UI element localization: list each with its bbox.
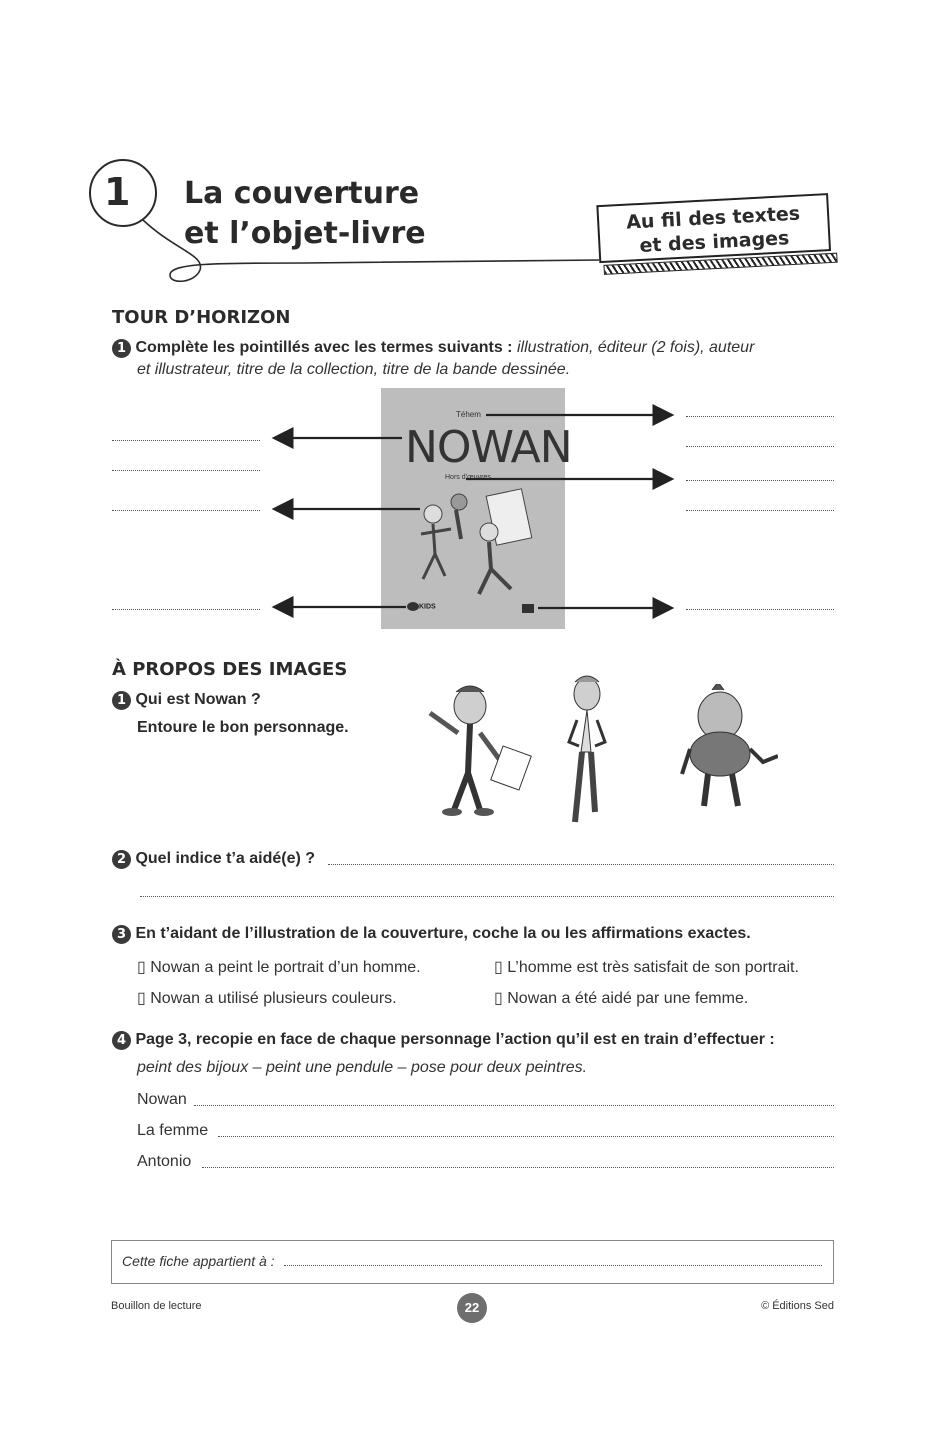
images-question-2 (112, 850, 315, 869)
cover-collection: Hors d’œuvres (445, 474, 491, 481)
answer-line-left-2[interactable] (112, 470, 260, 471)
character-label-femme: La femme (137, 1122, 209, 1139)
question-text: Complète les pointillés avec les termes suivants : (135, 339, 513, 356)
owner-label: Cette fiche appartient à : (122, 1253, 275, 1269)
chapter-title-line1: La couverture (184, 176, 420, 211)
question-terms-continued: et illustrateur, titre de la collection, titre de la bande dessinée. (137, 361, 571, 378)
question-instruction: Entoure le bon personnage. (137, 719, 349, 736)
footer-book-title: Bouillon de lecture (111, 1300, 202, 1312)
section-heading-images: À PROPOS DES IMAGES (112, 659, 348, 680)
question-number: 2 (112, 850, 131, 869)
answer-line-q2-1[interactable] (328, 864, 834, 865)
answer-line-right-1[interactable] (686, 416, 834, 417)
question-number: 3 (112, 925, 131, 944)
character-label-nowan: Nowan (137, 1091, 187, 1108)
question-number: 1 (112, 339, 131, 358)
choice-checkbox-2[interactable]: ▯ L’homme est très satisfait de son portrait. (494, 959, 799, 976)
answer-line-q2-2[interactable] (140, 896, 834, 897)
answer-line-right-4[interactable] (686, 510, 834, 511)
section-heading-tour: TOUR D’HORIZON (112, 307, 291, 328)
question-text: En t’aidant de l’illustration de la couverture, coche la ou les affirmations exactes. (135, 925, 751, 942)
answer-line-left-4[interactable] (112, 609, 260, 610)
answer-line-left-1[interactable] (112, 440, 260, 441)
question-text: Qui est Nowan ? (135, 691, 261, 708)
images-question-3 (112, 925, 751, 944)
chapter-badge (596, 193, 835, 275)
page-number: 22 (457, 1293, 487, 1323)
images-question-4 (112, 1031, 775, 1050)
answer-line-femme[interactable] (218, 1136, 834, 1137)
owner-box (111, 1240, 834, 1284)
answer-line-antonio[interactable] (202, 1167, 834, 1168)
character-nowan-illustration[interactable] (418, 678, 533, 823)
images-question-1 (112, 691, 261, 710)
answer-line-left-3[interactable] (112, 510, 260, 511)
question-number: 1 (112, 691, 131, 710)
answer-line-right-2[interactable] (686, 446, 834, 447)
badge-line2: et des images (638, 227, 790, 258)
badge-line1: Au fil des textes (625, 202, 801, 234)
answer-line-right-3[interactable] (686, 480, 834, 481)
choice-checkbox-4[interactable]: ▯ Nowan a été aidé par une femme. (494, 990, 749, 1007)
question-actions: peint des bijoux – peint une pendule – pose pour deux peintres. (137, 1059, 588, 1076)
cover-author: Téhem (456, 410, 481, 419)
character-antonio-illustration[interactable] (678, 684, 778, 814)
tour-question-1 (112, 339, 802, 358)
character-woman-illustration[interactable] (555, 672, 615, 832)
cover-title: NOWAN (405, 422, 572, 473)
owner-name-line[interactable] (284, 1265, 822, 1266)
chapter-title-line2: et l’objet-livre (184, 216, 426, 251)
footer-copyright: © Éditions Sed (761, 1300, 834, 1312)
question-terms: illustration, éditeur (2 fois), auteur (516, 339, 755, 356)
cover-publisher: KIDS (407, 602, 436, 611)
choice-checkbox-1[interactable]: ▯ Nowan a peint le portrait d’un homme. (137, 959, 421, 976)
question-text: Page 3, recopie en face de chaque personnage l’action qu’il est en train d’effectuer : (135, 1031, 775, 1048)
cover-arrows (270, 400, 680, 620)
chapter-number: 1 (104, 170, 131, 214)
question-number: 4 (112, 1031, 131, 1050)
answer-line-nowan[interactable] (194, 1105, 834, 1106)
answer-line-right-5[interactable] (686, 609, 834, 610)
choice-checkbox-3[interactable]: ▯ Nowan a utilisé plusieurs couleurs. (137, 990, 397, 1007)
character-label-antonio: Antonio (137, 1153, 192, 1170)
question-text: Quel indice t’a aidé(e) ? (135, 850, 316, 867)
